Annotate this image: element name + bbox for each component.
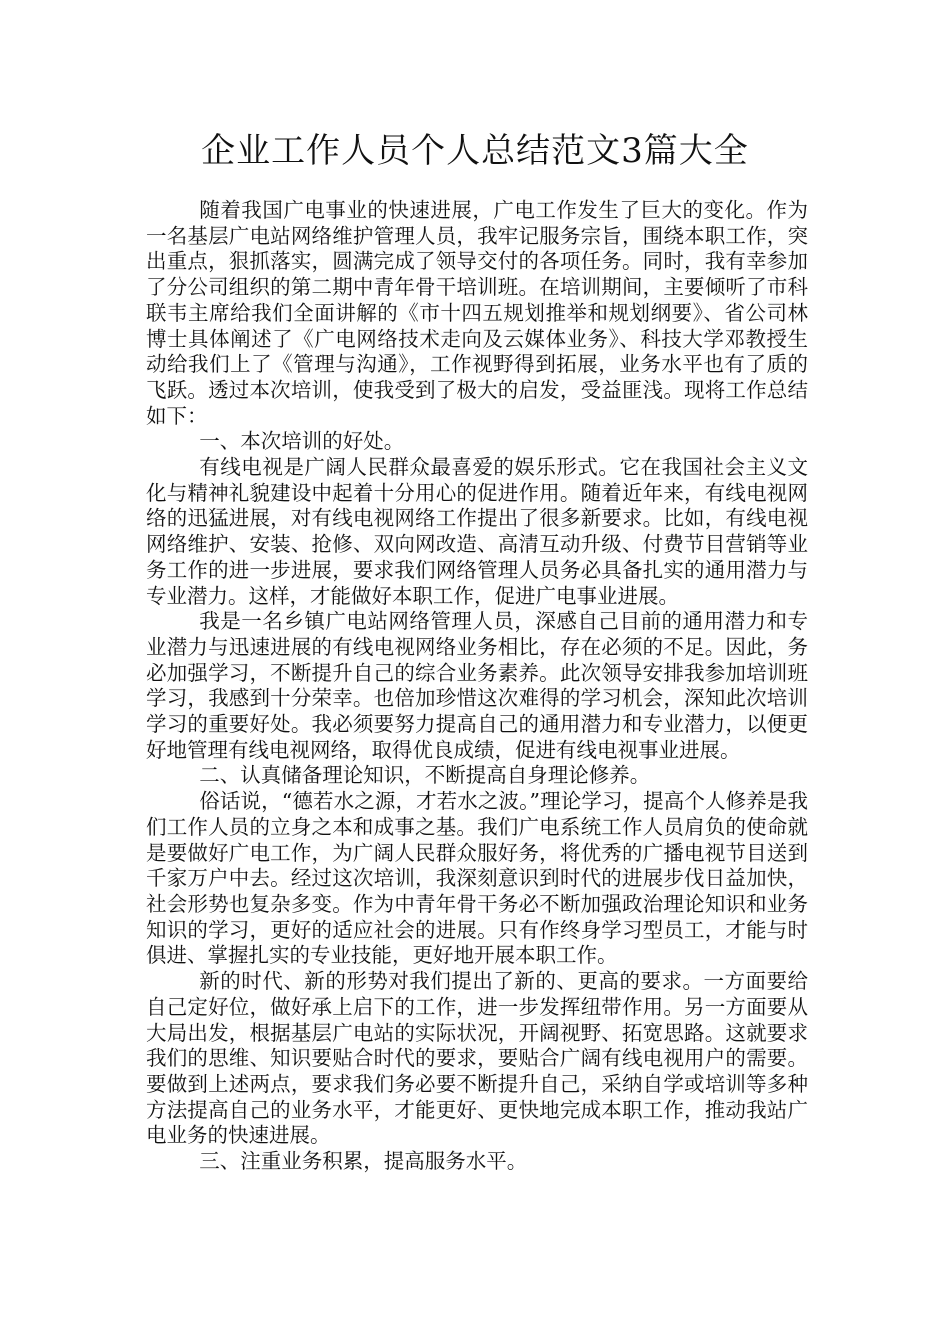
paragraph-self-assessment: 我是一名乡镇广电站网络管理人员，深感自己目前的通用潜力和专业潜力与迅速进展的有线电视网络业务相比，存在必须的不足。因此，务必加强学习，不断提升自己的综合业务素养。此次领导安排我参加培训班学习，我感到十分荣幸。也倍加珍惜这次难得的学习机会，深知此次培训学习的重要好处。我必须要努力提高自己的通用潜力和专业潜力，以便更好地管理有线电视网络，取得优良成绩，促进有线电视事业进展。 xyxy=(146,609,808,762)
section-heading-2: 二、认真储备理论知识，不断提高自身理论修养。 xyxy=(199,763,651,788)
document-body xyxy=(146,198,808,1175)
paragraph-intro: 随着我国广电事业的快速进展，广电工作发生了巨大的变化。作为一名基层广电站网络维护管理人员，我牢记服务宗旨，围绕本职工作，突出重点，狠抓落实，圆满完成了领导交付的各项任务。同时，我有幸参加了分公司组织的第二期中青年骨干培训班。在培训期间，主要倾听了市科联韦主席给我们全面讲解的《市十四五规划推举和规划纲要》、省公司林博士具体阐述了《广电网络技术走向及云媒体业务》、科技大学邓教授生动给我们上了《管理与沟通》，工作视野得到拓展，业务水平也有了质的飞跃。透过本次培训，使我受到了极大的启发，受益匪浅。现将工作总结如下： xyxy=(146,198,808,428)
document-title: 企业工作人员个人总结范文3篇大全 xyxy=(201,131,749,171)
paragraph-theory-study: 俗话说，“德若水之源，才若水之波。”理论学习，提高个人修养是我们工作人员的立身之本和成事之基。我们广电系统工作人员肩负的使命就是要做好广电工作，为广阔人民群众服好务，将优秀的广播电视节目送到千家万户中去。经过这次培训，我深刻意识到时代的进展步伐日益加快，社会形势也复杂多变。作为中青年骨干务必不断加强政治理论知识和业务知识的学习，更好的适应社会的进展。只有作终身学习型员工，才能与时俱进、掌握扎实的专业技能，更好地开展本职工作。 xyxy=(146,789,808,968)
section-heading-3: 三、注重业务积累，提高服务水平。 xyxy=(199,1149,528,1174)
section-heading-1: 一、本次培训的好处。 xyxy=(199,429,405,454)
paragraph-cable-tv: 有线电视是广阔人民群众最喜爱的娱乐形式。它在我国社会主义文化与精神礼貌建设中起着十分用心的促进作用。随着近年来，有线电视网络的迅猛进展，对有线电视网络工作提出了很多新要求。比如，有线电视网络维护、安装、抢修、双向网改造、高清互动升级、付费节目营销等业务工作的进一步进展，要求我们网络管理人员务必具备扎实的通用潜力与专业潜力。这样，才能做好本职工作，促进广电事业进展。 xyxy=(146,455,808,608)
paragraph-new-era: 新的时代、新的形势对我们提出了新的、更高的要求。一方面要给自己定好位，做好承上启下的工作，进一步发挥纽带作用。另一方面要从大局出发，根据基层广电站的实际状况，开阔视野、拓宽思路。这就要求我们的思维、知识要贴合时代的要求，要贴合广阔有线电视用户的需要。要做到上述两点，要求我们务必要不断提升自己，采纳自学或培训等多种方法提高自己的业务水平，才能更好、更快地完成本职工作，推动我站广电业务的快速进展。 xyxy=(146,969,808,1148)
